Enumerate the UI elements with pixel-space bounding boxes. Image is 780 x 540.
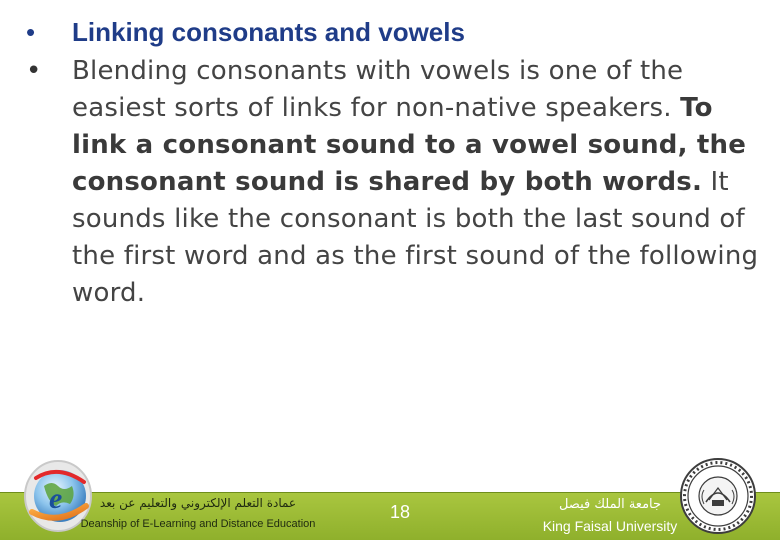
footer-university-english: King Faisal University xyxy=(542,518,678,534)
body-text-intro: Blending consonants with vowels is one of the easiest sorts of links for non-native speakers. xyxy=(72,56,684,123)
body-text-conclusion: It sounds like the consonant is both the last sound of the first word and as the first sound of the following word. xyxy=(72,167,759,308)
bullet-marker: • xyxy=(26,56,42,86)
king-faisal-university-seal xyxy=(676,456,760,536)
footer-deanship-arabic: عمادة التعلم الإلكتروني والتعليم عن بعد xyxy=(99,496,297,510)
slide-content xyxy=(24,14,759,312)
body-text-emphasis: To link a consonant sound to a vowel sound, the consonant sound is shared by both words. xyxy=(72,93,747,197)
bullet-body xyxy=(24,53,759,312)
footer-deanship-english: Deanship of E-Learning and Distance Education xyxy=(80,518,316,530)
page-number: 18 xyxy=(389,502,411,522)
footer-deanship xyxy=(78,494,318,530)
svg-text:e: e xyxy=(49,482,63,515)
bullet-heading-text: Linking consonants and vowels xyxy=(72,17,465,47)
bullet-marker: • xyxy=(26,17,36,47)
bullet-heading xyxy=(24,14,759,51)
footer-university-arabic: جامعة الملك فيصل xyxy=(558,497,662,512)
footer-university xyxy=(530,496,690,534)
